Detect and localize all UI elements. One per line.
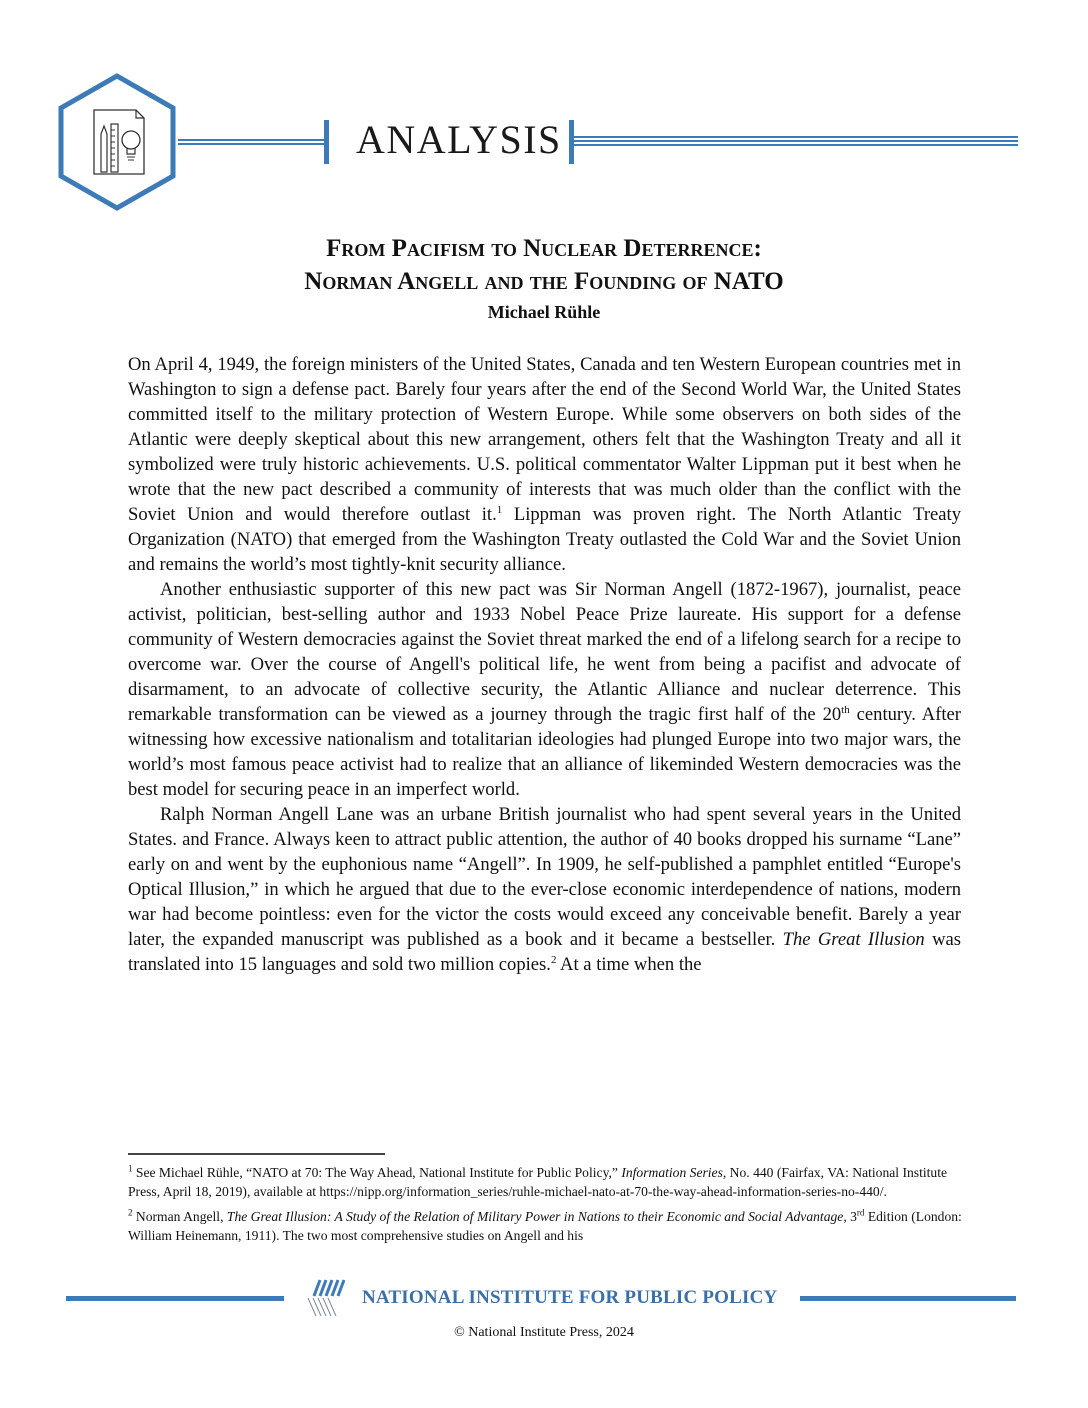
header-double-rule-left	[178, 139, 326, 146]
copyright: © National Institute Press, 2024	[454, 1325, 634, 1340]
header-triple-rule-right	[574, 136, 1018, 146]
paragraph-2: Another enthusiastic supporter of this new pact was Sir Norman Angell (1872-1967), journalist, peace activist, politician, best-selling author and 1933 Nobel Peace Prize laureate. His support for a defense community of Western democracies against the Soviet threat marked the end of a lifelong search for a recipe to overcome war. Over the course of Angell's political life, he went from being a pacifist and advocate of disarmament, to an advocate of collective security, the Atlantic Alliance and nuclear deterrence. This remarkable transformation can be viewed as a journey through the tragic first half of the 20th century. After witnessing how excessive nationalism and totalitarian ideologies had plunged Europe into two major wars, the world’s most famous peace activist had to realize that an alliance of likeminded Western democracies was the best model for securing peace in an imperfect world.	[128, 579, 961, 800]
footnote-1: $^1$ See Michael Rühle, “NATO at 70: The Way Ahead, National Institute for Public Policy,” Information Series, No. 440 (Fairfax, VA: National Institute Press, April 18, 2019), available at https://nipp.org/information_series/ruhle-michael-nato-at-70-the-way-ahead-information-series-no-440/.	[128, 1163, 948, 1199]
footer-rule-left	[66, 1296, 284, 1301]
page-header	[0, 0, 1088, 220]
footnote-ref-2[interactable]: 2	[550, 953, 557, 966]
footnotes	[128, 1163, 966, 1251]
footnote-2: $^2$ Norman Angell, The Great Illusion: A Study of the Relation of Military Power in Nations to their Economic and Social Advantage, 3rd Edition (London: William Heinemann, 1911). The two most comprehensive studies on Angell and his	[128, 1207, 962, 1243]
page-title	[0, 232, 1088, 298]
article-body	[128, 352, 961, 977]
title-line-1: From Pacifism to Nuclear Deterrence:	[326, 235, 762, 262]
title-line-2: Norman Angell and the Founding of NATO	[304, 268, 784, 295]
footer-rule-right	[800, 1296, 1016, 1301]
org-name: NATIONAL INSTITUTE FOR PUBLIC POLICY	[362, 1287, 778, 1308]
author-name: Michael Rühle	[487, 302, 601, 322]
hexagon-document-pencil-ruler-lightbulb-icon	[56, 72, 178, 212]
footnote-1-link-text[interactable]: No. 440 (Fairfax, VA: National Institute Press, April 18, 2019), available at https://nipp.org/information_series/ruhle-michael-nato-at-70-the-way-ahead-information-series-no-440/.	[128, 1165, 948, 1199]
header-rule-tick-left	[324, 120, 329, 164]
footnote-separator	[128, 1153, 385, 1155]
nipp-striped-logo-icon	[304, 1278, 352, 1318]
paragraph-3: Ralph Norman Angell Lane was an urbane British journalist who had spent several years in the United States. and France. Always keen to attract public attention, the author of 40 books dropped his surname “Lane” early on and went by the euphonious name “Angell”. In 1909, he self-published a pamphlet entitled “Europe's Optical Illusion,” in which he argued that due to the ever-close economic interdependence of nations, modern war had become pointless: even for the victor the costs would exceed any conceivable benefit. Barely a year later, the expanded manuscript was published as a book and it became a bestseller. The Great Illusion was translated into 15 languages and sold two million copies.$^2$ At a time when the	[128, 804, 962, 975]
section-label: ANALYSIS	[356, 117, 562, 162]
paragraph-1: On April 4, 1949, the foreign ministers of the United States, Canada and ten Western European countries met in Washington to sign a defense pact. Barely four years after the end of the Second World War, the United States committed itself to the military protection of Western Europe. While some observers on both sides of the Atlantic were deeply skeptical about this new arrangement, others felt that the Washington Treaty and all it symbolized were truly historic achievements. U.S. political commentator Walter Lippman put it best when he wrote that the new pact described a community of interests that was much older than the conflict with the Soviet Union and would therefore outlast it.$^1$ Lippman was proven right. The North Atlantic Treaty Organization (NATO) that emerged from the Washington Treaty outlasted the Cold War and the Soviet Union and remains the world’s most tightly-knit security alliance.	[128, 354, 961, 575]
footnote-ref-1[interactable]: 1	[496, 503, 503, 516]
